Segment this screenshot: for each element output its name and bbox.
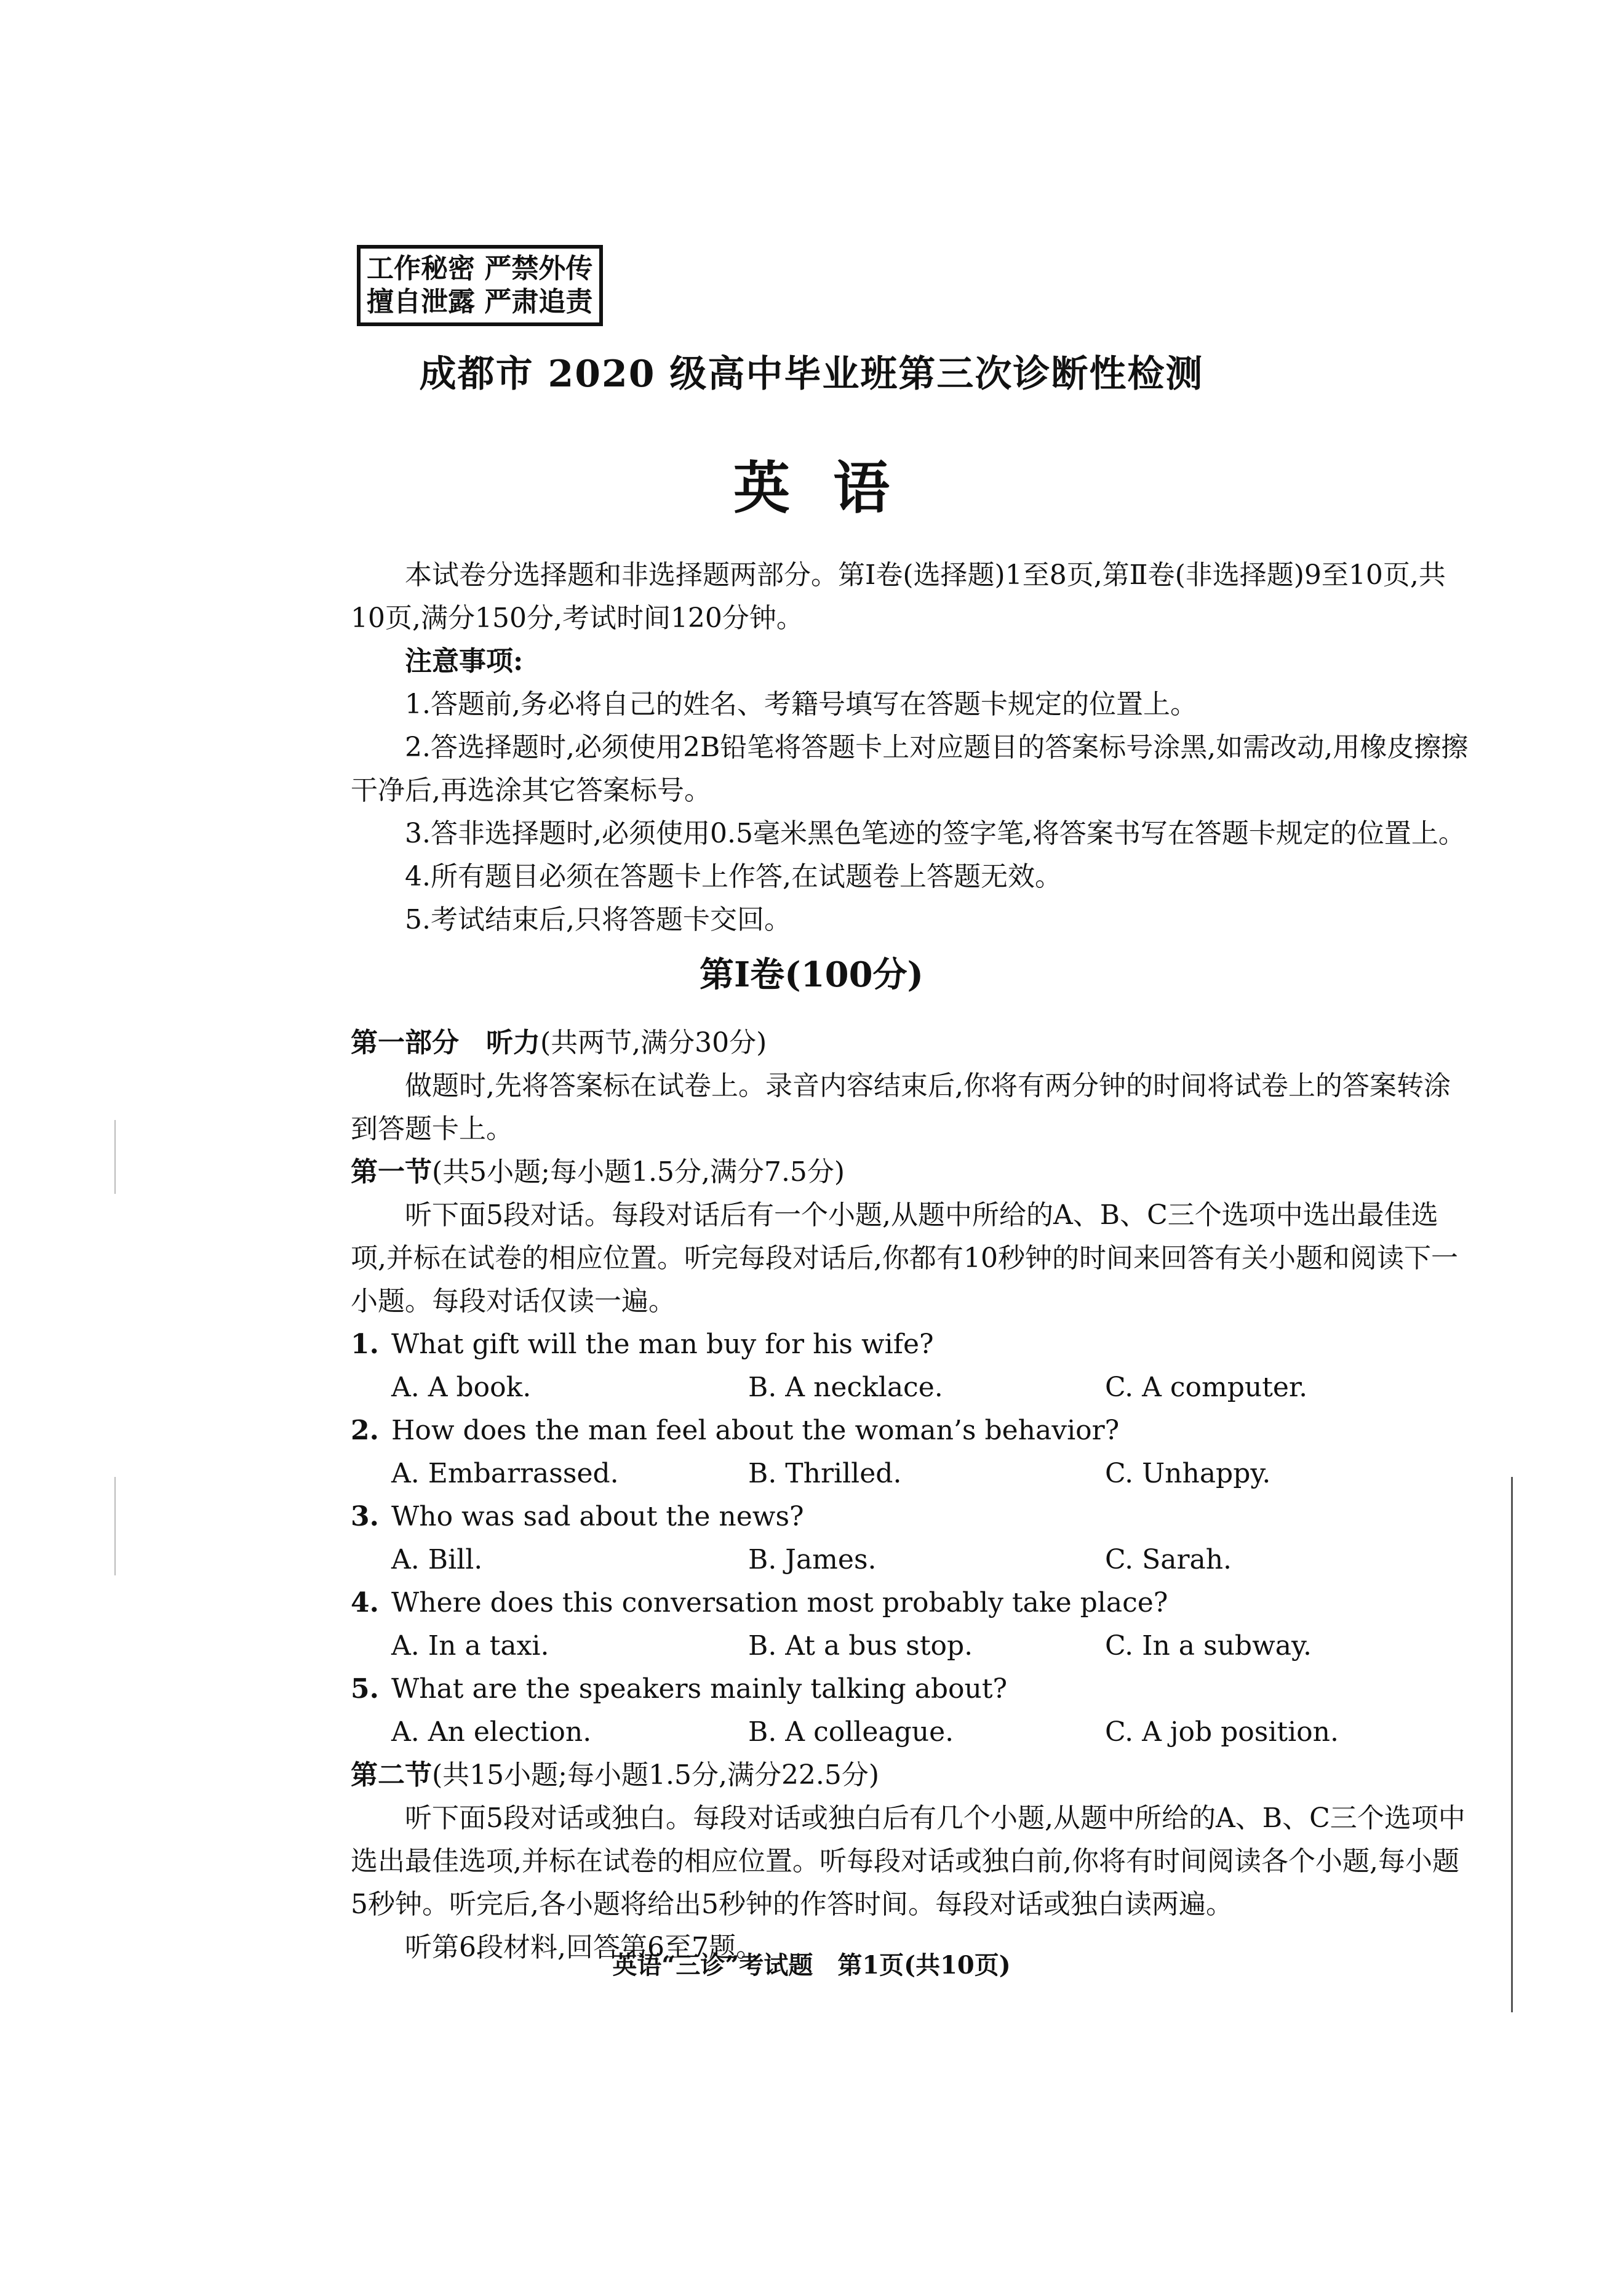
option-a: A. In a taxi. <box>391 1630 549 1662</box>
question-number: 1. <box>351 1329 379 1360</box>
section2-heading: 第二节 <box>351 1759 432 1791</box>
option-c: C. A job position. <box>1105 1716 1339 1748</box>
notice-item: 3.答非选择题时,必须使用0.5毫米黑色笔迹的签字笔,将答案书写在答题卡规定的位置上。 <box>405 818 1465 849</box>
subject-title: 英语 <box>733 455 933 521</box>
option-a: A. An election. <box>391 1716 592 1748</box>
question-number: 5. <box>351 1673 379 1705</box>
section2-heading-note: (共15小题;每小题1.5分,满分22.5分) <box>432 1759 880 1791</box>
question <box>351 1495 1470 1582</box>
question-text: What are the speakers mainly talking about? <box>391 1673 1008 1705</box>
scan-mark <box>114 1477 116 1575</box>
part1-instructions: 做题时,先将答案标在试卷上。录音内容结束后,你将有两分钟的时间将试卷上的答案转涂到答题卡上。 <box>351 1070 1451 1145</box>
option-b: B. Thrilled. <box>748 1458 902 1489</box>
question <box>351 1409 1470 1495</box>
section2-material: 听第6段材料,回答第6至7题。 <box>405 1932 763 1963</box>
section2-heading-row <box>351 1754 1470 1797</box>
option-c: C. Unhappy. <box>1105 1458 1271 1489</box>
option-b: B. James. <box>748 1544 877 1575</box>
intro-block <box>351 554 1470 942</box>
page-footer: 英语“三诊”考试题 第1页(共10页) <box>612 1951 1011 1980</box>
intro-text: 本试卷分选择题和非选择题两部分。第Ⅰ卷(选择题)1至8页,第Ⅱ卷(非选择题)9至10页,共10页,满分150分,考试时间120分钟。 <box>351 559 1446 634</box>
option-b: B. At a bus stop. <box>748 1630 973 1662</box>
option-a: A. Bill. <box>391 1544 483 1575</box>
scan-mark <box>114 1120 116 1194</box>
option-a: A. A book. <box>391 1372 532 1403</box>
part1-heading-row <box>351 1022 1470 1065</box>
question <box>351 1668 1470 1754</box>
notice-item: 4.所有题目必须在答题卡上作答,在试题卷上答题无效。 <box>405 861 1062 892</box>
part1-heading-note: (共两节,满分30分) <box>540 1027 767 1058</box>
option-c: C. Sarah. <box>1105 1544 1232 1575</box>
notice-item: 5.考试结束后,只将答题卡交回。 <box>405 904 791 935</box>
section1-heading-note: (共5小题;每小题1.5分,满分7.5分) <box>432 1156 845 1188</box>
question-text: How does the man feel about the woman’s behavior? <box>391 1415 1120 1446</box>
option-c: C. In a subway. <box>1105 1630 1312 1662</box>
question <box>351 1323 1470 1409</box>
exam-title: 成都市 2020 级高中毕业班第三次诊断性检测 <box>419 353 1204 396</box>
question-number: 3. <box>351 1501 379 1532</box>
question-number: 2. <box>351 1415 379 1446</box>
question-text: Who was sad about the news? <box>391 1501 804 1532</box>
option-b: B. A colleague. <box>748 1716 954 1748</box>
question-text: Where does this conversation most probably take place? <box>391 1587 1168 1618</box>
notice-item: 2.答选择题时,必须使用2B铅笔将答题卡上对应题目的答案标号涂黑,如需改动,用橡皮擦擦干净后,再选涂其它答案标号。 <box>351 732 1469 806</box>
section1-heading: 第一节 <box>351 1156 432 1188</box>
stamp-line-2: 擅自泄露 严肃追责 <box>367 286 593 318</box>
stamp-line-1: 工作秘密 严禁外传 <box>367 253 593 284</box>
notice-item: 1.答题前,务必将自己的姓名、考籍号填写在答题卡规定的位置上。 <box>405 689 1197 720</box>
part1-heading: 第一部分 听力 <box>351 1027 540 1058</box>
confidential-stamp <box>357 245 603 326</box>
listening-block <box>351 1022 1470 1969</box>
question-number: 4. <box>351 1587 379 1618</box>
section1-instructions: 听下面5段对话。每段对话后有一个小题,从题中所给的A、B、C三个选项中选出最佳选项,并标在试卷的相应位置。听完每段对话后,你都有10秒钟的时间来回答有关小题和阅读下一小题。每段对话仅读一遍。 <box>351 1199 1458 1317</box>
margin-line <box>1511 1477 1513 2012</box>
notice-title: 注意事项: <box>405 646 524 677</box>
question-text: What gift will the man buy for his wife? <box>391 1329 934 1360</box>
section2-instructions: 听下面5段对话或独白。每段对话或独白后有几个小题,从题中所给的A、B、C三个选项中选出最佳选项,并标在试卷的相应位置。听每段对话或独白前,你将有时间阅读各个小题,每小题5秒钟。听完后,各小题将给出5秒钟的作答时间。每段对话或独白读两遍。 <box>351 1802 1465 1920</box>
option-a: A. Embarrassed. <box>391 1458 619 1489</box>
section1-heading-row <box>351 1151 1470 1194</box>
volume-title: 第Ⅰ卷(100分) <box>699 954 924 995</box>
option-c: C. A computer. <box>1105 1372 1308 1403</box>
option-b: B. A necklace. <box>748 1372 943 1403</box>
question <box>351 1582 1470 1668</box>
